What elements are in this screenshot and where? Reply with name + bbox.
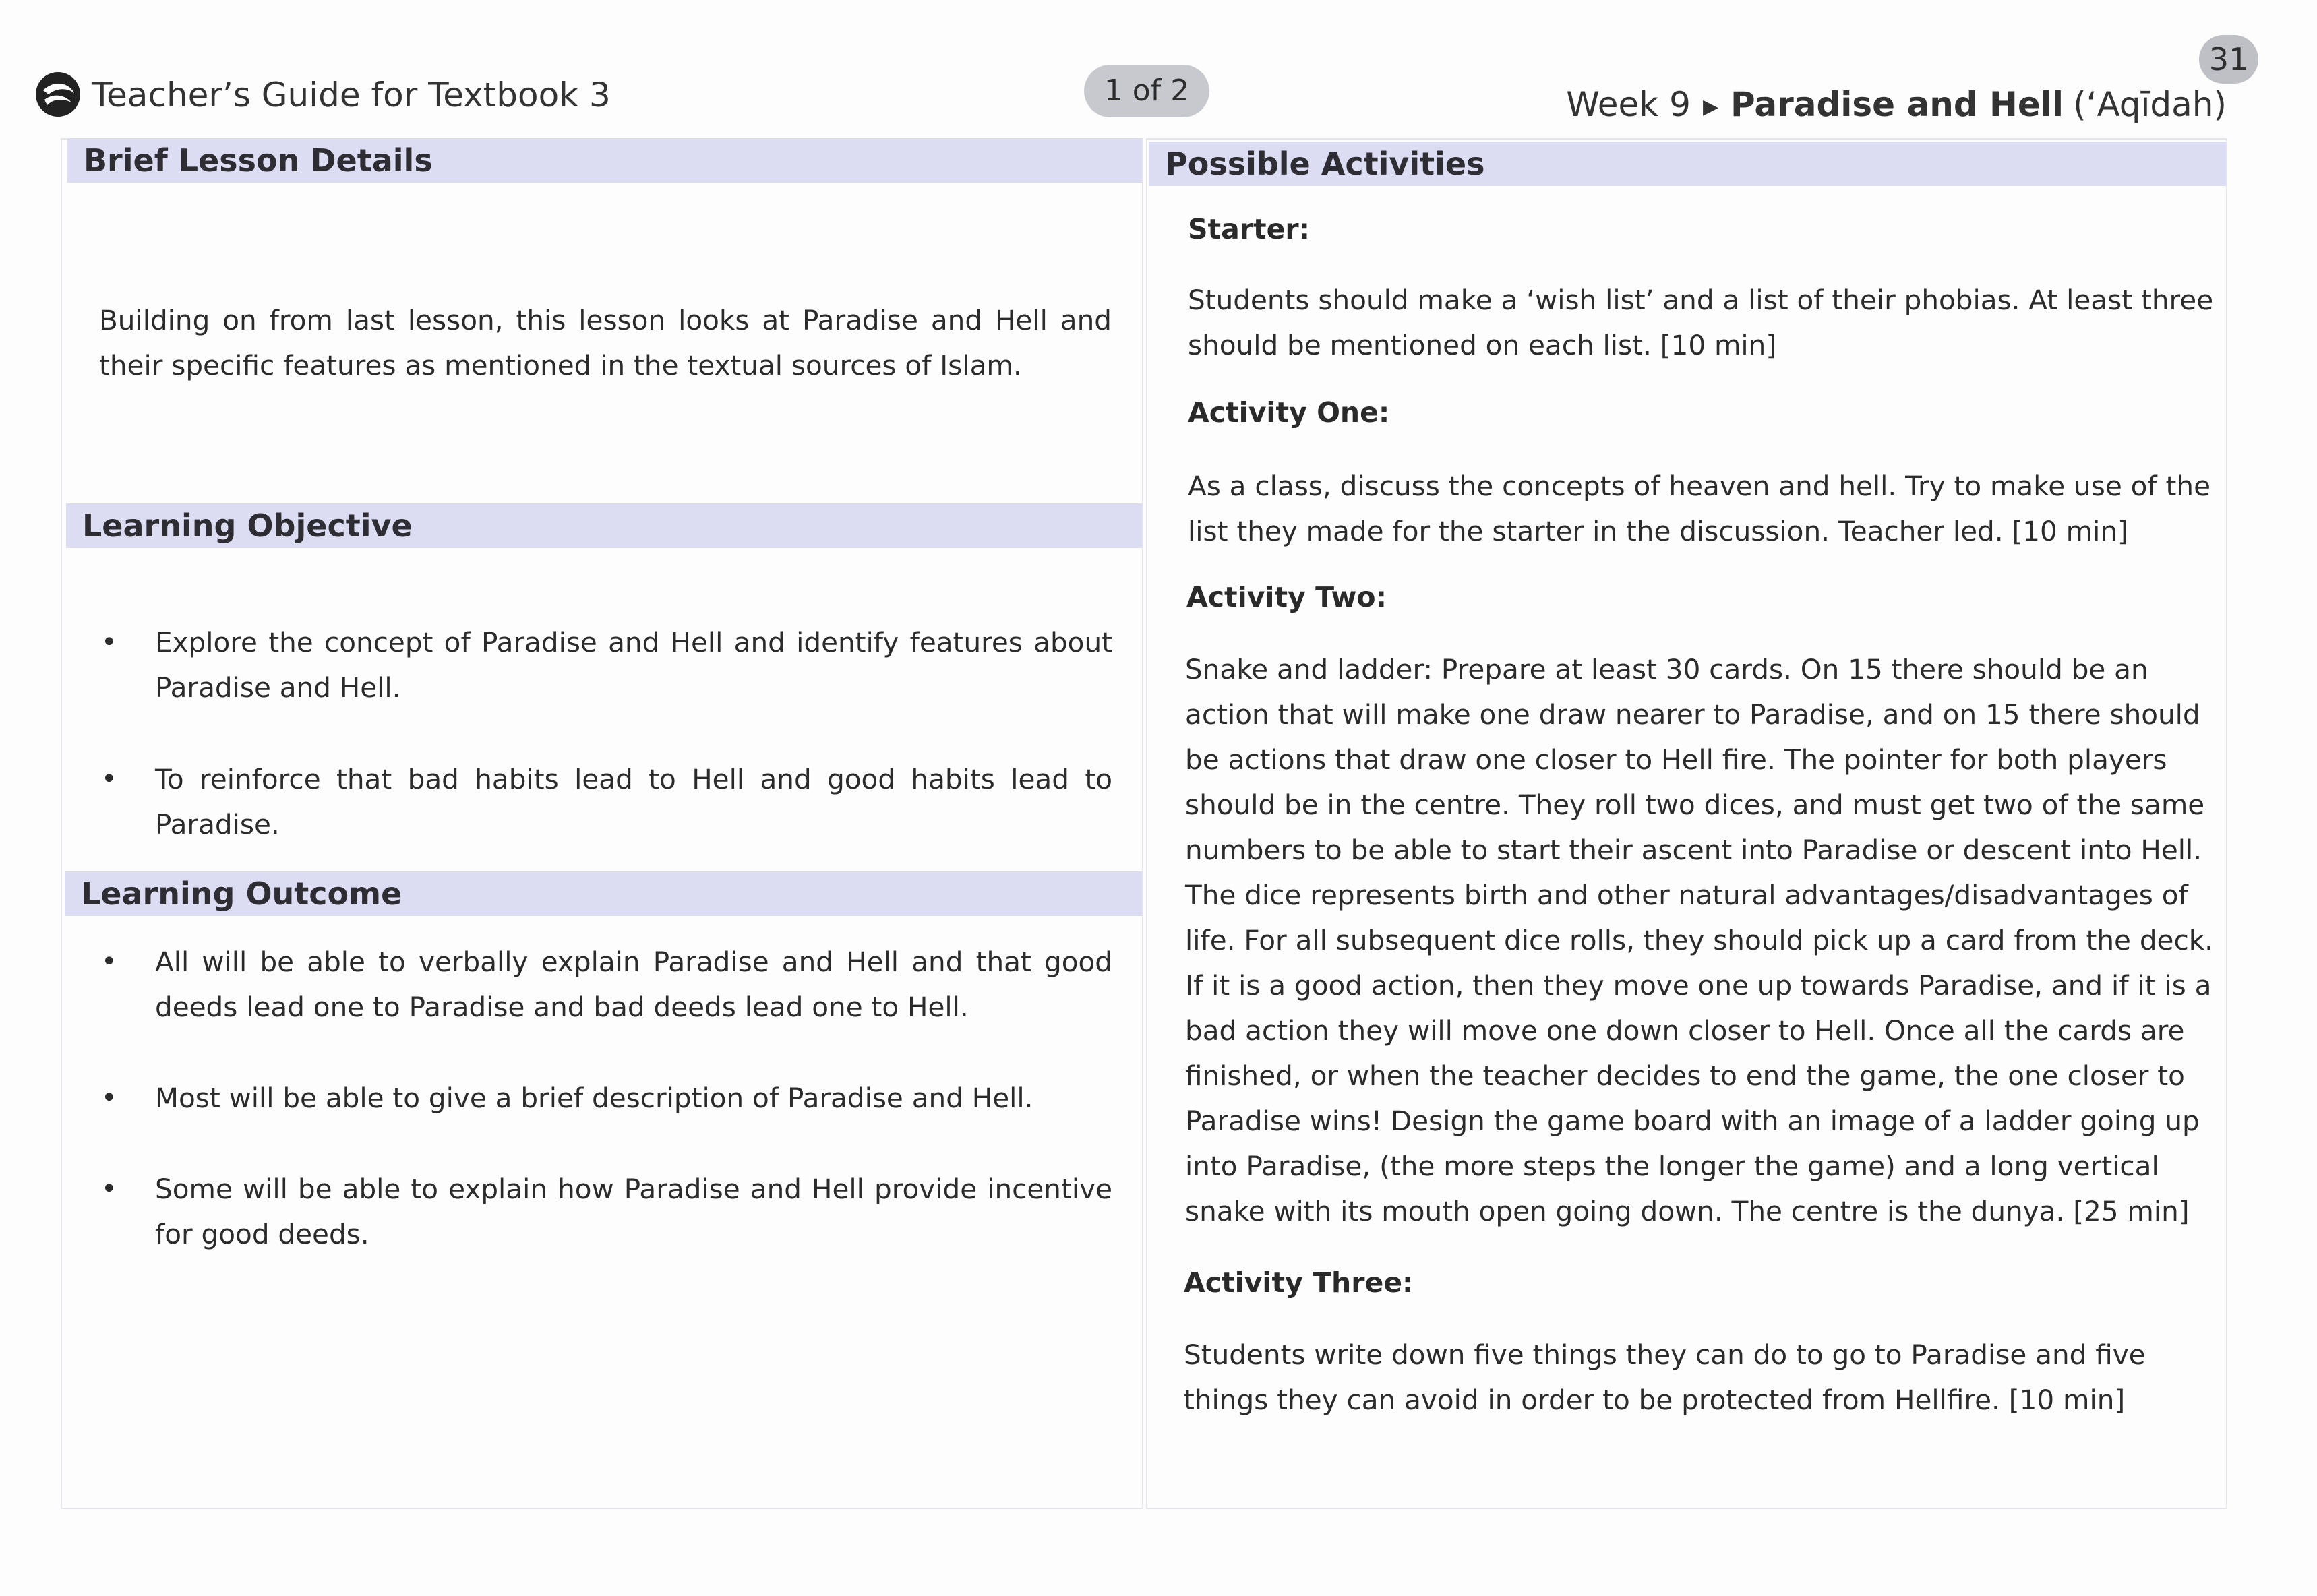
chevron-right-icon: ▶ (1702, 95, 1719, 119)
outcome-item (101, 940, 1112, 1030)
objective-item-text: To reinforce that bad habits lead to Hell and good habits lead to Paradise. (155, 763, 1112, 840)
bullet-icon: • (101, 764, 117, 795)
activity-one-heading: Activity One: (1188, 396, 1390, 429)
week-label: Week 9 (1566, 85, 1691, 124)
lesson-topic: Paradise and Hell (1731, 85, 2064, 124)
brief-lesson-text: Building on from last lesson, this lesson looks at Paradise and Hell and their specific features as mentioned in the textual sources of Islam. (99, 304, 1112, 381)
bullet-icon: • (101, 627, 117, 658)
week-breadcrumb (1566, 85, 2227, 124)
outcome-item (101, 1076, 1112, 1121)
activity-two-heading: Activity Two: (1186, 581, 1387, 613)
outcome-item-text: All will be able to verbally explain Paradise and Hell and that good deeds lead one to Paradise and bad deeds lead one to Hell. (155, 946, 1112, 1023)
activity-three-heading: Activity Three: (1184, 1266, 1414, 1299)
publisher-logo-icon (34, 70, 82, 119)
outcome-item (101, 1167, 1112, 1257)
activity-three-text: Students write down five things they can do to go to Paradise and five things they can avoid in order to be protected from Hellfire. [10 min] (1184, 1339, 2146, 1416)
bullet-icon: • (101, 1082, 117, 1113)
learning-objective-header: Learning Objective (66, 503, 1142, 548)
lesson-topic-subtitle: (‘Aqīdah) (2073, 85, 2227, 124)
activity-two-text: Snake and ladder: Prepare at least 30 cards. On 15 there should be an action that will make one draw nearer to Paradise, and on 15 there should be actions that draw one closer to Hell fire. The pointer for both players should be in the centre. They roll two dices, and must get two of the same numbers to be able to start their ascent into Paradise or descent into Hell. The dice represents birth and other natural advantages/disadvantages of life. For all subsequent dice rolls, they should pick up a card from the deck. If it is a good action, then they move one up towards Paradise, and if it is a bad action they will move one down closer to Hell. Once all the cards are finished, or when the teacher decides to end the game, the one closer to Paradise wins! Design the game board with an image of a ladder going up into Paradise, (the more steps the longer the game) and a long vertical snake with its mouth open going down. The centre is the dunya. [25 min] (1185, 653, 2214, 1227)
guide-title: Teacher’s Guide for Textbook 3 (92, 75, 611, 115)
objective-item (101, 620, 1112, 710)
bullet-icon: • (101, 1173, 117, 1204)
learning-outcome-header: Learning Outcome (65, 871, 1142, 916)
brief-lesson-details-header: Brief Lesson Details (67, 138, 1142, 183)
starter-heading: Starter: (1188, 213, 1311, 245)
objective-item (101, 757, 1112, 847)
objective-item-text: Explore the concept of Paradise and Hell and identify features about Paradise and Hell. (155, 626, 1112, 704)
page-indicator: 1 of 2 (1084, 65, 1209, 117)
starter-text: Students should make a ‘wish list’ and a list of their phobias. At least three should be mentioned on each list. [10 min] (1188, 284, 2214, 361)
outcome-item-text: Some will be able to explain how Paradise and Hell provide incentive for good deeds. (155, 1173, 1112, 1250)
bullet-icon: • (101, 946, 117, 977)
possible-activities-header: Possible Activities (1149, 142, 2226, 186)
outcome-item-text: Most will be able to give a brief description of Paradise and Hell. (155, 1082, 1033, 1114)
page-number-badge: 31 (2199, 35, 2258, 84)
activity-one-text: As a class, discuss the concepts of heaven and hell. Try to make use of the list they made for the starter in the discussion. Teacher led. [10 min] (1188, 470, 2210, 547)
